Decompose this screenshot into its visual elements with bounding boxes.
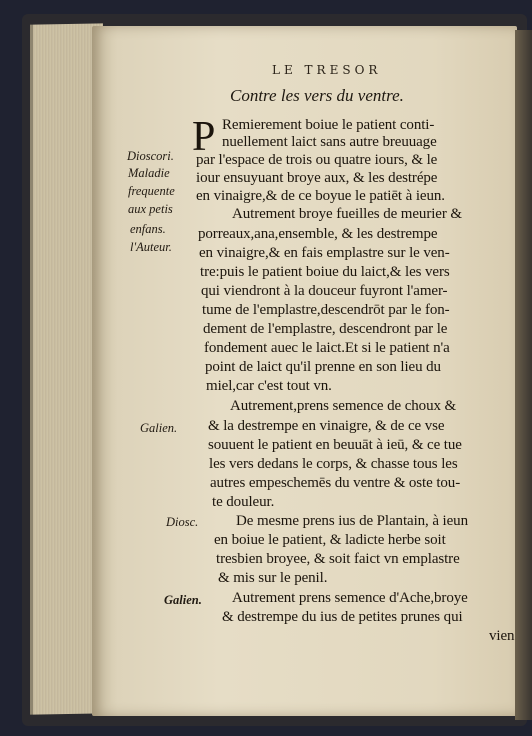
text-line: en vinaigre,& de ce boyue le patiēt à ieun. — [196, 188, 445, 204]
margin-note-maladie: Maladie — [128, 166, 170, 180]
text-line: souuent le patient en beuuāt à ieū, & ce tue — [208, 437, 462, 453]
text-line: autres empeschemēs du ventre & oste tou- — [210, 475, 461, 491]
text-line: & mis sur le penil. — [218, 570, 328, 586]
text-line: miel,car c'est tout vn. — [206, 378, 332, 394]
text-line: par l'espace de trois ou quatre iours, & le — [196, 152, 438, 168]
margin-note-frequente: frequente — [128, 184, 175, 198]
margin-note-auteur: l'Auteur. — [130, 240, 172, 254]
text-line: vien — [489, 628, 515, 644]
text-line: tre:puis le patient boiue du laict,& les vers — [200, 264, 450, 280]
text-line: De mesme prens ius de Plantain, à ieun — [236, 513, 468, 529]
margin-note-diosc: Diosc. — [166, 515, 199, 529]
section-title: Contre les vers du ventre. — [230, 86, 404, 105]
text-line: Remierement boiue le patient conti- — [222, 117, 435, 133]
text-line: & la destrempe en vinaigre, & de ce vse — [208, 418, 445, 434]
margin-note-galien-2: Galien. — [164, 593, 202, 607]
text-line: qui viendront à la douceur fuyront l'amer- — [201, 283, 448, 299]
text-line: en vinaigre,& en fais emplastre sur le ven- — [199, 245, 450, 261]
margin-note-dioscori: Dioscori. — [127, 149, 174, 163]
text-line: Autrement,prens semence de choux & — [230, 398, 457, 414]
text-line: dement de l'emplastre, descendront par le — [203, 321, 448, 337]
text-line: tresbien broyee, & soit faict vn emplastre — [216, 551, 460, 567]
text-line: iour ensuyuant broye aux, & les destrépe — [196, 170, 438, 186]
text-line: porreaux,ana,ensemble, & les destrempe — [198, 226, 438, 242]
text-line: Autrement prens semence d'Ache,broye — [232, 590, 468, 606]
text-line: fondement auec le laict.Et si le patient n'a — [204, 340, 450, 356]
text-line: point de laict qu'il prenne en son lieu du — [205, 359, 441, 375]
text-line: te douleur. — [212, 494, 275, 510]
margin-note-aux-petis: aux petis — [128, 202, 173, 216]
text-line: Autrement broye fueilles de meurier & — [232, 206, 462, 222]
text-line: nuellement laict sans autre breuuage — [222, 134, 437, 150]
margin-note-enfans: enfans. — [130, 222, 166, 236]
running-head: LE TRESOR — [272, 63, 382, 77]
margin-note-galien-1: Galien. — [140, 421, 178, 435]
drop-cap: P — [192, 114, 216, 160]
text-line: en boiue le patient, & ladicte herbe soit — [214, 532, 446, 548]
facing-page-edge — [515, 30, 532, 720]
text-line: tume de l'emplastre,descendrōt par le fon- — [202, 302, 450, 318]
text-line: & destrempe du ius de petites prunes qui — [222, 609, 463, 625]
text-line: les vers dedans le corps, & chasse tous les — [209, 456, 458, 472]
